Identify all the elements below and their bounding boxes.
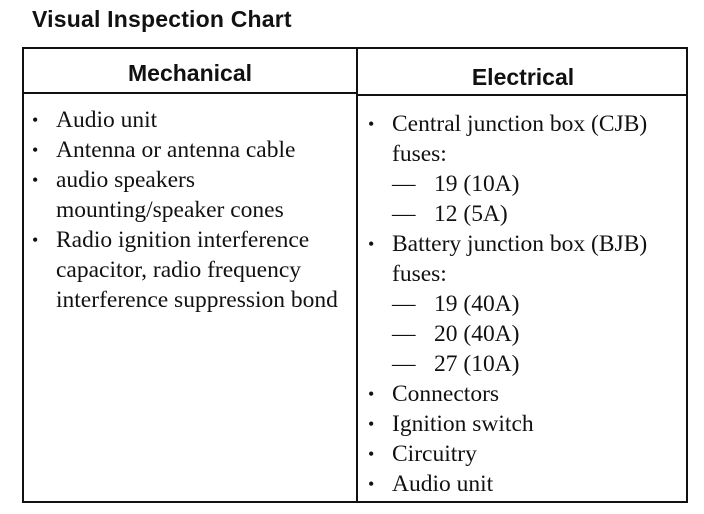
bullet-icon: •	[368, 114, 375, 134]
electrical-sub-list	[392, 289, 686, 379]
mechanical-list-item	[32, 165, 352, 225]
dash-icon: —	[392, 351, 416, 377]
fuse-value: 19 (40A)	[434, 291, 520, 317]
electrical-list-item	[368, 379, 686, 409]
mechanical-item-label: Radio ignition interference capacitor, radio frequency interference suppression bond	[56, 227, 338, 313]
mechanical-item-label: audio speakers mounting/speaker cones	[56, 167, 284, 223]
fuse-value: 20 (40A)	[434, 321, 520, 347]
mechanical-list-item	[32, 135, 352, 165]
page-title: Visual Inspection Chart	[32, 6, 292, 32]
fuse-value: 12 (5A)	[434, 201, 508, 227]
mechanical-list-item	[32, 225, 352, 315]
fuse-value: 27 (10A)	[434, 351, 520, 377]
electrical-sub-list	[392, 169, 686, 229]
electrical-list-item	[368, 469, 686, 499]
electrical-item-label: Connectors	[392, 381, 500, 407]
bullet-icon: •	[32, 110, 39, 130]
fuse-sub-item	[392, 349, 686, 379]
mechanical-list-item	[32, 105, 352, 135]
bullet-icon: •	[32, 230, 39, 250]
bullet-icon: •	[368, 234, 375, 254]
electrical-header: Electrical	[471, 64, 575, 90]
electrical-item-label: Ignition switch	[392, 411, 534, 437]
mechanical-list	[32, 105, 352, 315]
electrical-item-label: Central junction box (CJB) fuses:	[392, 111, 648, 167]
fuse-sub-item	[392, 169, 686, 199]
mechanical-header: Mechanical	[128, 60, 252, 86]
electrical-item-label: Circuitry	[392, 441, 477, 467]
fuse-sub-item	[392, 319, 686, 349]
bullet-icon: •	[32, 140, 39, 160]
electrical-list	[368, 109, 686, 499]
dash-icon: —	[392, 291, 416, 317]
dash-icon: —	[392, 171, 416, 197]
dash-icon: —	[392, 321, 416, 347]
electrical-list-item	[368, 409, 686, 439]
dash-icon: —	[392, 201, 416, 227]
electrical-list-item	[368, 109, 686, 229]
header-divider-electrical	[358, 94, 688, 96]
fuse-sub-item	[392, 199, 686, 229]
inspection-table	[22, 47, 688, 503]
bullet-icon: •	[368, 474, 375, 494]
fuse-value: 19 (10A)	[434, 171, 520, 197]
header-divider-mechanical	[24, 92, 356, 94]
mechanical-item-label: Antenna or antenna cable	[56, 137, 296, 163]
mechanical-item-label: Audio unit	[56, 107, 158, 133]
electrical-list-item	[368, 229, 686, 379]
electrical-item-label: Audio unit	[392, 471, 494, 497]
fuse-sub-item	[392, 289, 686, 319]
column-divider	[356, 49, 358, 501]
bullet-icon: •	[368, 414, 375, 434]
bullet-icon: •	[32, 170, 39, 190]
electrical-item-label: Battery junction box (BJB) fuses:	[392, 231, 648, 287]
bullet-icon: •	[368, 444, 375, 464]
bullet-icon: •	[368, 384, 375, 404]
electrical-list-item	[368, 439, 686, 469]
